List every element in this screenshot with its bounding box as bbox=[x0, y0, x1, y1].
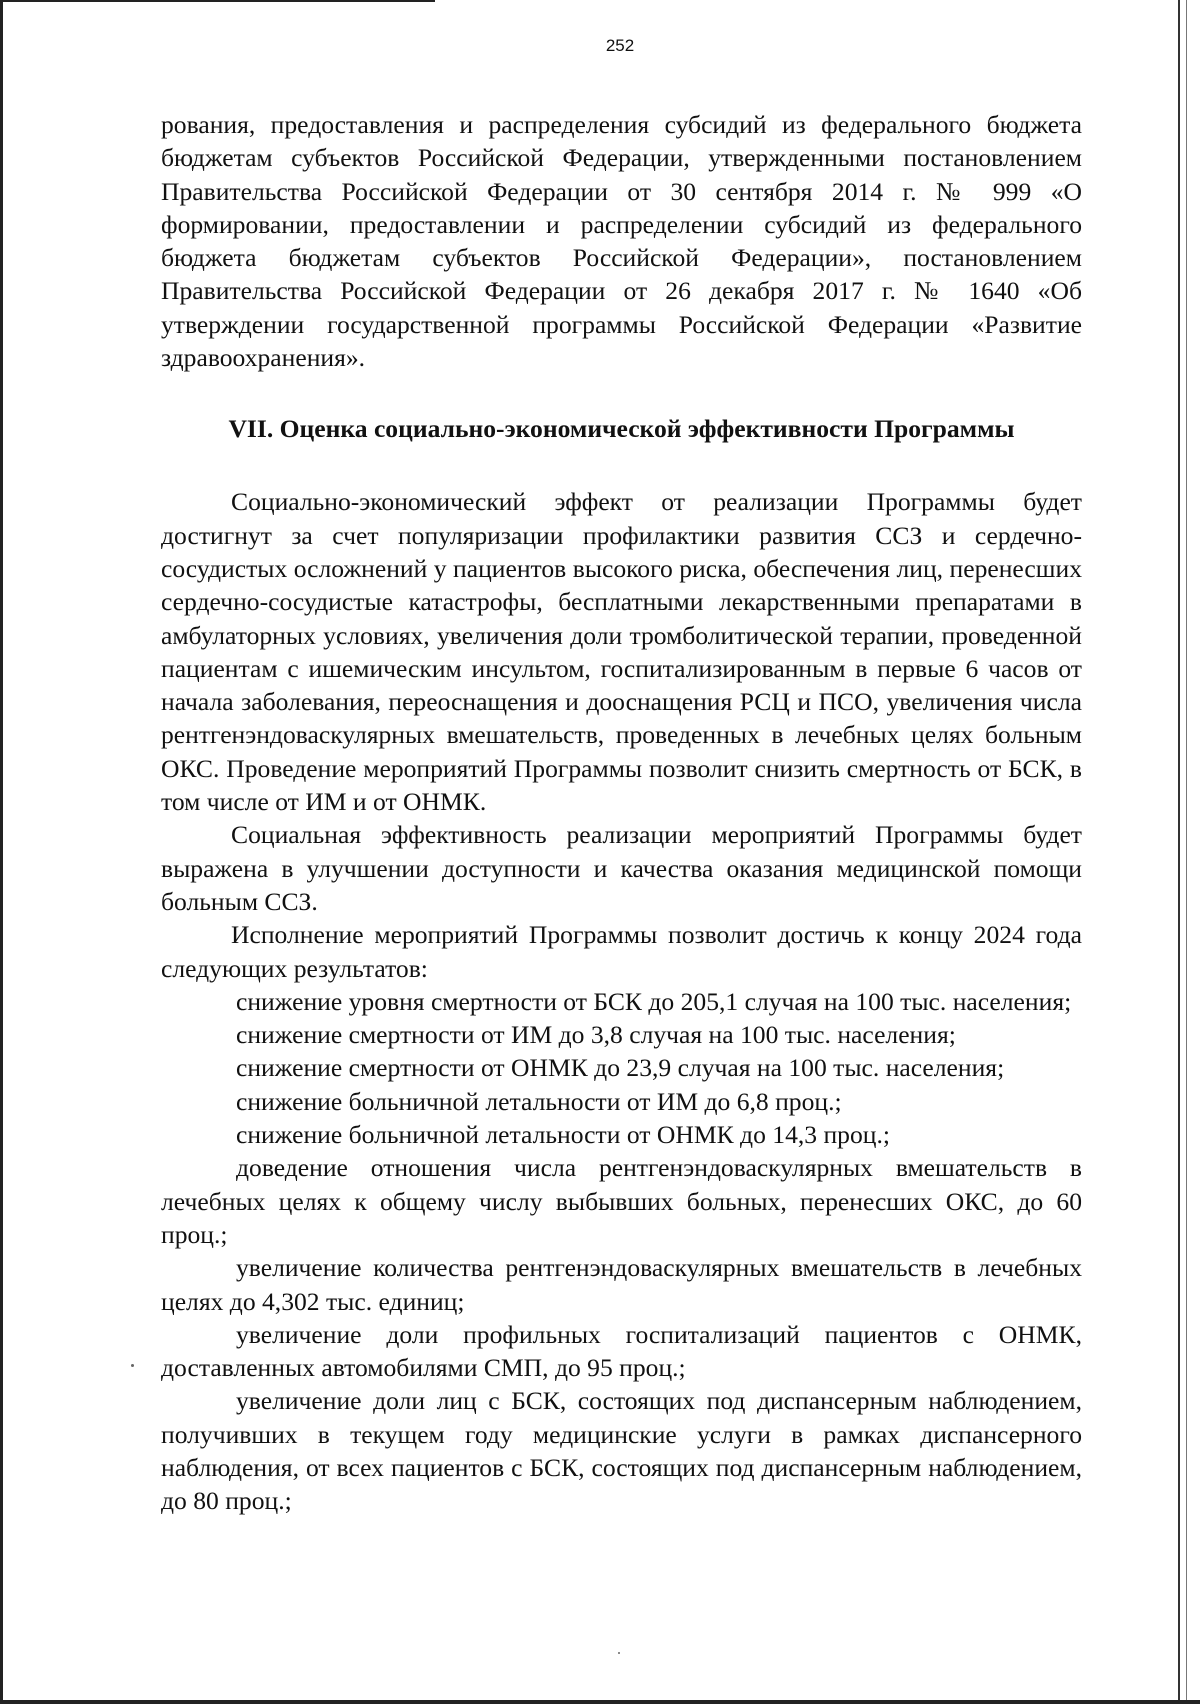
result-item: снижение уровня смертности от БСК до 205,1 случая на 100 тыс. населения; bbox=[236, 986, 1072, 1016]
document-body bbox=[161, 108, 1082, 1518]
page-number: 252 bbox=[605, 36, 635, 55]
scan-edge-top bbox=[0, 0, 435, 2]
scan-edge-right bbox=[1178, 0, 1180, 1704]
section-heading: VII. Оценка социально-экономической эффективности Программы bbox=[228, 414, 1015, 444]
scan-edge-right-inner bbox=[1186, 0, 1187, 1704]
scan-edge-left bbox=[0, 0, 3, 1704]
result-item: доведение отношения числа рентгенэндоваскулярных вмешательств в лечебных целях к общему числу выбывших больных, перенесших ОКС, до 60 проц.; bbox=[161, 1153, 1082, 1249]
result-item: увеличение количества рентгенэндоваскулярных вмешательств в лечебных целях до 4,302 тыс. единиц; bbox=[161, 1253, 1082, 1316]
result-item: снижение смертности от ИМ до 3,8 случая на 100 тыс. населения; bbox=[236, 1020, 956, 1050]
scan-speck bbox=[618, 1652, 620, 1654]
result-item: снижение больничной летальности от ОНМК до 14,3 проц.; bbox=[236, 1120, 890, 1150]
paragraph: Исполнение мероприятий Программы позволит достичь к концу 2024 года следующих результатов: bbox=[161, 920, 1082, 983]
paragraph: Социальная эффективность реализации мероприятий Программы будет выражена в улучшении доступности и качества оказания медицинской помощи больным ССЗ. bbox=[161, 820, 1082, 916]
result-item: снижение смертности от ОНМК до 23,9 случая на 100 тыс. населения; bbox=[236, 1053, 1005, 1083]
scan-speck bbox=[131, 1364, 134, 1367]
paragraph: Социально-экономический эффект от реализации Программы будет достигнут за счет популяризации профилактики развития ССЗ и сердечно-сосудистых осложнений у пациентов высокого риска, обеспечения лиц, перенесших сердечно-сосудистые катастрофы, бесплатными лекарственными препаратами в амбулаторных условиях, увеличения доли тромболитической терапии, проведенной пациентам с ишемическим инсультом, госпитализированным в первые 6 часов от начала заболевания, переоснащения и дооснащения РСЦ и ПСО, увеличения числа рентгенэндоваскулярных вмешательств, проведенных в лечебных целях больным ОКС. Проведение мероприятий Программы позволит снизить смертность от БСК, в том числе от ИМ и от ОНМК. bbox=[161, 487, 1082, 817]
result-item: увеличение доли лиц с БСК, состоящих под диспансерным наблюдением, получивших в текущем году медицинские услуги в рамках диспансерного наблюдения, от всех пациентов с БСК, состоящих под диспансерным наблюдением, до 80 проц.; bbox=[161, 1386, 1082, 1516]
result-item: снижение больничной летальности от ИМ до 6,8 проц.; bbox=[236, 1086, 842, 1116]
scan-edge-bottom bbox=[0, 1700, 1200, 1704]
result-item: увеличение доли профильных госпитализаций пациентов с ОНМК, доставленных автомобилями СМП, до 95 проц.; bbox=[161, 1319, 1082, 1383]
intro-paragraph: рования, предоставления и распределения субсидий из федерального бюджета бюджетам субъектов Российской Федерации, утвержденными постановлением Правительства Российской Федерации от 30 сентября 2014 г. № 999 «О формировании, предоставлении и распределении субсидий из федерального бюджета бюджетам субъектов Российской Федерации», постановлением Правительства Российской Федерации от 26 декабря 2017 г. № 1640 «Об утверждении государственной программы Российской Федерации «Развитие здравоохранения». bbox=[161, 110, 1082, 373]
